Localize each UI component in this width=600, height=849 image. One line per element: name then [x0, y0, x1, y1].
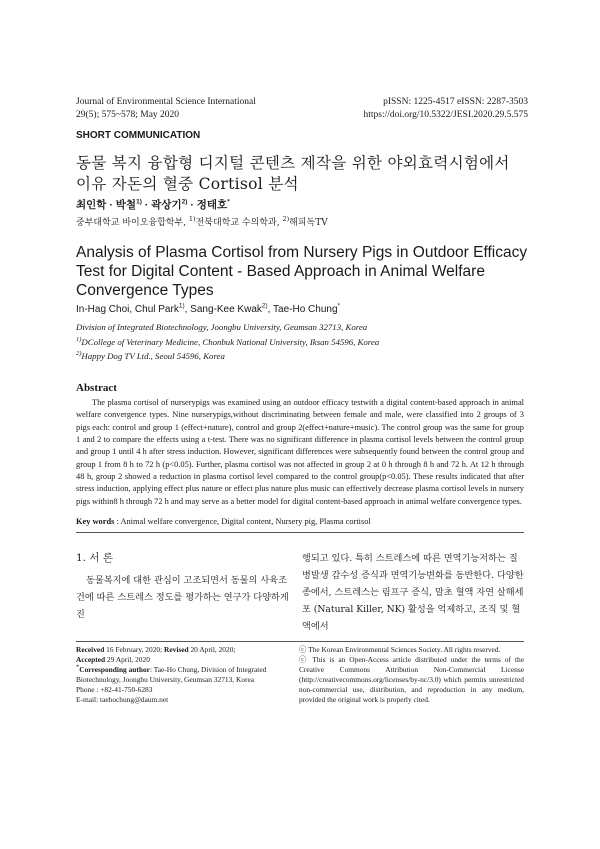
- revised-label: Revised: [164, 645, 189, 654]
- author-affil-marker: 1): [178, 302, 185, 310]
- korean-title-line-2: 이유 자돈의 혈중 Cortisol 분석: [76, 175, 299, 193]
- korean-author-2: 박철: [115, 199, 137, 211]
- korean-affil-1: 중부대학교 바이오융합학부,: [76, 218, 189, 228]
- received-date: 16 February, 2020;: [104, 645, 164, 654]
- english-title-line-2: Test for Digital Content - Based Approach in Animal Welfare: [76, 263, 485, 280]
- intro-heading: 1. 서 론: [76, 552, 113, 564]
- english-affil-3-line: [76, 349, 379, 364]
- intro-right-column: 행되고 있다. 특히 스트레스에 따른 면역기능저하는 질병발생 감수성 증식과 면역기능변화를 동반한다. 다양한 종에서, 스트레스는 림프구 증식, 말초 혈액 자연 살해세포 (Natural Killer, NK) 활성을 억제하고, 조직 및 혈액에서: [302, 553, 524, 632]
- english-author-2: Chul Park: [134, 304, 179, 315]
- english-affiliations: [76, 320, 379, 364]
- korean-authors: [76, 197, 230, 212]
- corresponding-label: Corresponding author: [79, 664, 150, 674]
- author-separator: ·: [187, 199, 197, 211]
- doi-link[interactable]: https://doi.org/10.5322/JESI.2020.29.5.575: [363, 110, 528, 120]
- email[interactable]: E-mail: taehochung@daum.net: [76, 694, 169, 704]
- section-label: SHORT COMMUNICATION: [76, 130, 201, 141]
- affil-marker: 1): [188, 215, 196, 223]
- corresponding-marker: *: [337, 302, 341, 310]
- english-author-3: , Sang-Kee Kwak: [184, 304, 262, 315]
- keywords-list: : Animal welfare convergence, Digital content, Nursery pig, Plasma cortisol: [114, 517, 371, 526]
- abstract-body: The plasma cortisol of nurserypigs was examined using an outdoor efficacy testwith a digital content-based approach in animal welfare convergence types. Nine nurserypigs,without discriminating between female and male, were classified into 2 groups of 3 pigs each: control and group 1 (effect+nature), control and group 2(effect+nature+music). The control group was the same for group 1 and 2 to compare the effects using a t-test. There was no significant difference in plasma cortisol levels between the control group and group 1 until 4 h after stress induction. However, significant differences were subsequently found between the control group and group 1 from 8 h to 72 h (p<0.05). Further, plasma cortisol was not affected in group 2 at 0 h through 8 h and 72 h. At 12 h through 48 h, group 2 showed a reduction in plasma cortisol level compared to the control group(p<0.05). These results indicated that after stress induction, applying effect plus nature or effect plus nature plus music can effectively decrease plasma cortisol levels in nursery pigs within8 h through 72 h and may serve as a better model for digital content-based approach in animal welfare convergence types.: [76, 398, 524, 506]
- abstract-heading: Abstract: [76, 382, 117, 394]
- copyright: ⓒ The Korean Environmental Sciences Society. All rights reserved.: [299, 645, 501, 654]
- korean-affiliations: [76, 215, 328, 228]
- korean-affil-3: 해피독TV: [289, 218, 328, 228]
- phone: Phone : +82-41-750-6283: [76, 684, 153, 694]
- received-label: Received: [76, 645, 105, 654]
- accepted-label: Accepted: [76, 654, 106, 664]
- journal-header-left: [76, 96, 256, 122]
- author-separator: ·: [106, 199, 116, 211]
- english-title-line-3: Convergence Types: [76, 282, 214, 299]
- journal-name: Journal of Environmental Science International: [76, 97, 256, 107]
- footnote-divider: [76, 641, 524, 642]
- affil-marker: 2): [282, 215, 290, 223]
- revised-date: 20 April, 2020;: [188, 645, 236, 654]
- corresponding-marker: *: [227, 198, 230, 206]
- corresponding-marker: *: [76, 663, 80, 671]
- author-affil-marker: 2): [261, 302, 268, 310]
- corresponding-author: [76, 665, 286, 685]
- accepted-line: [76, 655, 286, 665]
- english-title-line-1: Analysis of Plasma Cortisol from Nursery Pigs in Outdoor Efficacy: [76, 244, 528, 261]
- keywords: [76, 517, 524, 526]
- journal-issue: 29(5); 575~578; May 2020: [76, 110, 180, 120]
- license-text: ⓒ This is an Open-Access article distributed under the terms of the Creative Commons Attribution Non-Commercial License (http://creativecommons.org/licenses/by-nc/3.0) which permits unrestricted non-commercial use, distribution, and reproduction in any medium, provided the original work is properly cited.: [299, 654, 524, 704]
- korean-author-1: 최인학: [76, 199, 107, 211]
- journal-header-right: [363, 96, 528, 122]
- intro-left-column: 동물복지에 대한 관심이 고조되면서 동물의 사육조건에 따른 스트레스 정도를 평가하는 연구가 다양하게 진: [76, 575, 289, 620]
- author-affil-marker: 1): [136, 198, 142, 206]
- english-title: [76, 243, 556, 300]
- accepted-date: 29 April, 2020: [105, 654, 150, 664]
- english-affil-2: DCollege of Veterinary Medicine, Chonbuk National University, Iksan 54596, Korea: [81, 336, 380, 347]
- author-affil-marker: 2): [181, 198, 188, 206]
- abstract-divider: [76, 532, 524, 533]
- author-separator: ·: [141, 199, 152, 211]
- affil-marker: 1): [76, 335, 82, 343]
- keywords-label: Key words: [76, 517, 115, 526]
- affil-marker: 2): [76, 350, 82, 358]
- dates-line: [76, 645, 286, 655]
- english-author-4: , Tae-Ho Chung: [267, 304, 338, 315]
- korean-title: [76, 153, 546, 195]
- footnote-left: [76, 645, 286, 704]
- english-affil-1: Division of Integrated Biotechnology, Joongbu University, Geumsan 32713, Korea: [76, 322, 368, 332]
- korean-author-3: 곽상기: [151, 199, 182, 211]
- footnote-right: [299, 645, 524, 704]
- korean-author-4: 정태호: [196, 199, 228, 211]
- issn: pISSN: 1225-4517 eISSN: 2287-3503: [383, 97, 528, 107]
- korean-title-line-1: 동물 복지 융합형 디지털 콘텐츠 제작을 위한 야외효력시험에서: [76, 154, 510, 172]
- corresponding-text: : Tae-Ho Chung, Division of Integrated Biotechnology, Joongbu University, Geumsan 32713, Korea: [76, 664, 267, 684]
- english-author-1: In-Hag Choi,: [76, 304, 135, 315]
- english-affil-3: Happy Dog TV Ltd., Seoul 54596, Korea: [81, 351, 225, 361]
- english-authors: [76, 304, 340, 315]
- korean-affil-2: 전북대학교 수의학과,: [195, 218, 283, 228]
- english-affil-2-line: [76, 335, 379, 350]
